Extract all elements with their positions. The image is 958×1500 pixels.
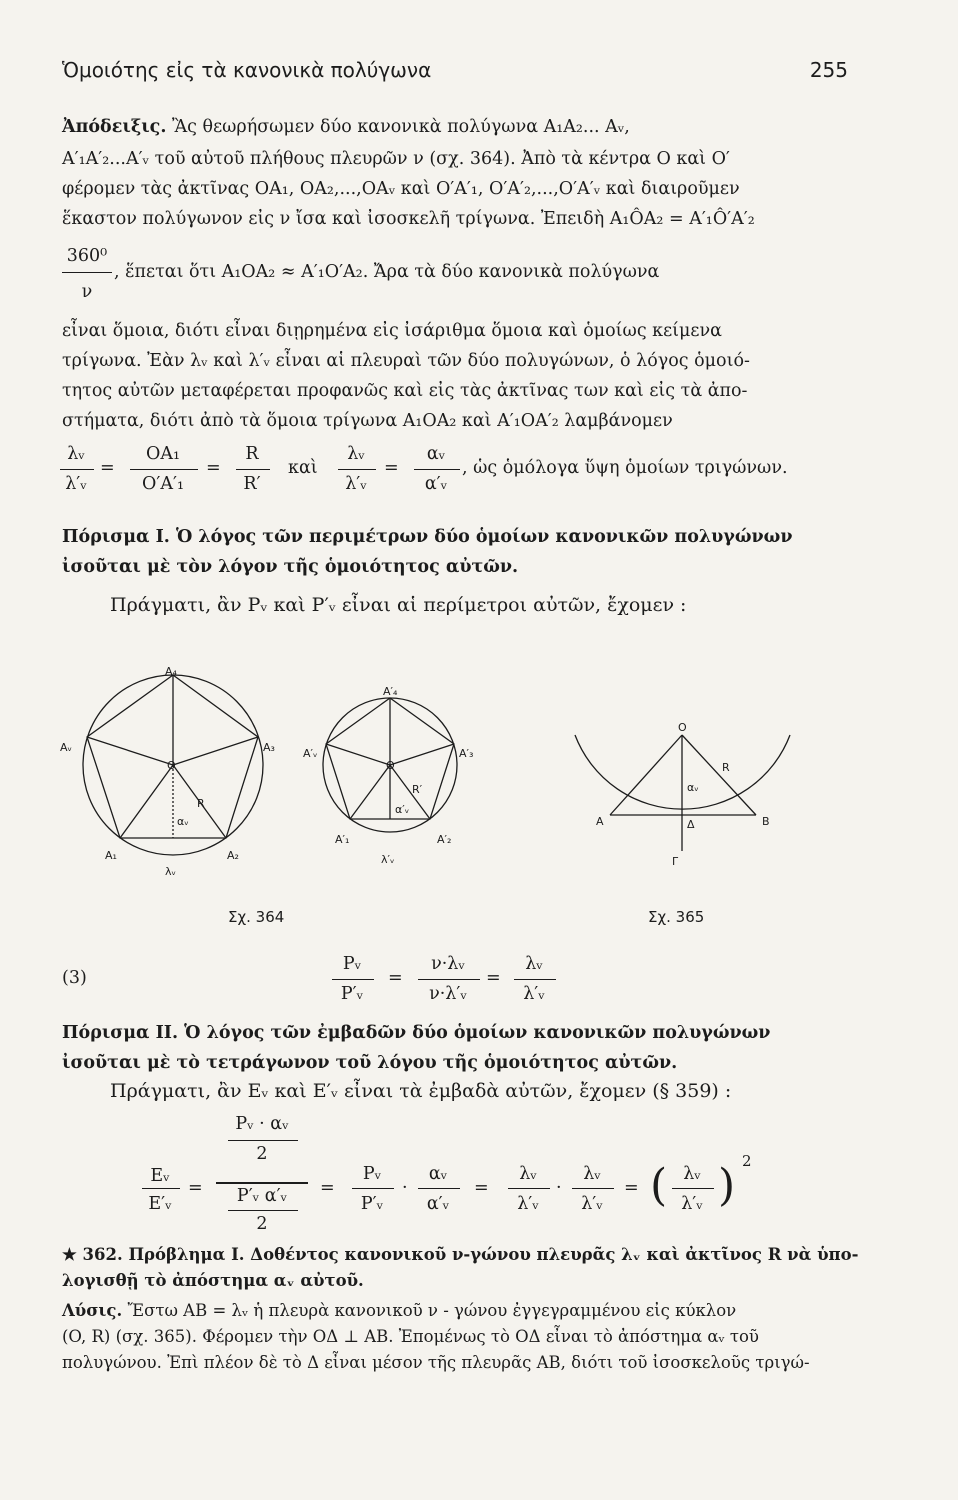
eq4-equals-2: = — [320, 1178, 335, 1198]
label-o-365: O — [678, 721, 687, 734]
eq4-ev: Eᵥ — [150, 1166, 170, 1186]
eq3-den-2: ν·λ′ᵥ — [429, 984, 467, 1004]
eq-kai: καὶ — [288, 458, 318, 478]
eq4-ev-prime: E′ᵥ — [148, 1194, 172, 1214]
caption-365: Σχ. 365 — [648, 908, 705, 926]
eq4-bar-l3 — [672, 1188, 714, 1189]
proof-line-7: τρίγωνα. Ἐὰν λᵥ καὶ λ′ᵥ εἶναι αἱ πλευραὶ τῶν δύο πολυγώνων, ὁ λόγος ὁμοιό- — [62, 351, 750, 371]
label-delta-365: Δ — [687, 818, 695, 831]
label-gamma-365: Γ — [672, 855, 679, 868]
label-av-prime: A′ᵥ — [303, 747, 318, 760]
eq3-equals-1: = — [388, 968, 403, 988]
eq4-pd: P′ᵥ — [360, 1194, 384, 1214]
porisma-1-line-2: ἰσοῦται μὲ τὸν λόγον τῆς ὁμοιότητος αὐτῶν. — [62, 557, 519, 577]
porisma-2-line-2: ἰσοῦται μὲ τὸ τετράγωνον τοῦ λόγου τῆς ὁμοιότητος αὐτῶν. — [62, 1053, 678, 1073]
label-a1: A₁ — [105, 849, 117, 862]
eq3-label: (3) — [62, 968, 87, 988]
eq3-num-1: Pᵥ — [342, 954, 362, 974]
label-a1-prime: A′₁ — [335, 833, 350, 846]
eq4-ld3: λ′ᵥ — [681, 1194, 703, 1214]
label-lv-left: λᵥ — [165, 865, 177, 878]
label-av-left: αᵥ — [177, 815, 189, 828]
eq3-den-3: λ′ᵥ — [523, 984, 545, 1004]
eq-bar-5 — [414, 469, 460, 470]
solution-text: Ἔστω AB = λᵥ ἡ πλευρὰ κανονικοῦ ν - γώνου ἐγγεγραμμένου εἰς κύκλον — [122, 1301, 737, 1320]
eq4-bar-p — [352, 1188, 394, 1189]
porisma-1-line-1: Πόρισμα I. Ὁ λόγος τῶν περιμέτρων δύο ὁμοίων κανονικῶν πολυγώνων — [62, 527, 793, 547]
solution-heading: Λύσις. — [62, 1301, 123, 1320]
proof-line-1 — [62, 116, 848, 138]
eq-bar-1 — [60, 469, 94, 470]
eq4-pn: Pᵥ — [362, 1164, 382, 1184]
proof-heading: Ἀπόδειξις. — [62, 117, 167, 137]
eq4-bar-top — [228, 1140, 298, 1141]
eq4-bar-l2 — [572, 1188, 614, 1189]
eq4-bar-big — [216, 1182, 308, 1184]
solution-line-3: πολυγώνου. Ἐπὶ πλέον δὲ τὸ Δ εἶναι μέσον τῆς πλευρᾶς AB, διότι τοῦ ἰσοσκελοῦς τριγώ- — [62, 1353, 810, 1372]
eq-bar-4 — [338, 469, 376, 470]
page-number: 255 — [809, 58, 848, 82]
eq3-den-1: P′ᵥ — [340, 984, 364, 1004]
figure-364 — [55, 665, 555, 890]
fraction-bar — [62, 272, 112, 273]
eq4-ld2: λ′ᵥ — [581, 1194, 603, 1214]
eq3-num-2: ν·λᵥ — [431, 954, 465, 974]
eq3-num-3: λᵥ — [525, 954, 543, 974]
eq4-equals-3: = — [474, 1178, 489, 1198]
eq4-dot-2: · — [556, 1178, 562, 1198]
label-a4-prime: A′₄ — [383, 685, 398, 698]
label-a3-prime: A′₃ — [459, 747, 474, 760]
eq4-bar-a — [418, 1188, 460, 1189]
proof-line-5: , ἕπεται ὅτι A₁OA₂ ≈ A′₁O′A₂. Ἄρα τὰ δύο κανονικὰ πολύγωνα — [114, 262, 660, 282]
eq4-ln1: λᵥ — [519, 1164, 537, 1184]
label-b-365: B — [762, 815, 770, 828]
solution-line-2: (O, R) (σχ. 365). Φέρομεν τὴν OΔ ⊥ AB. Ἐπομένως τὸ OΔ εἶναι τὸ ἀπόστημα αᵥ τοῦ — [62, 1327, 759, 1346]
eq4-ad: α′ᵥ — [426, 1194, 450, 1214]
eq4-equals-4: = — [624, 1178, 639, 1198]
eq4-bar-l1 — [508, 1188, 550, 1189]
label-a2-prime: A′₂ — [437, 833, 452, 846]
porisma-2-line-1: Πόρισμα II. Ὁ λόγος τῶν ἐμβαδῶν δύο ὁμοίων κανονικῶν πολυγώνων — [62, 1023, 771, 1043]
eq-equals-3: = — [384, 458, 399, 478]
eq-num-2: OA₁ — [145, 444, 180, 464]
label-lv-right: λ′ᵥ — [381, 853, 395, 866]
proof-line-4: ἕκαστον πολύγωνον εἰς ν ἴσα καὶ ἰσοσκελῆ τρίγωνα. Ἐπειδὴ A₁ÔA₂ = A′₁Ô′A′₂ — [62, 209, 755, 229]
eq3-bar-2 — [418, 979, 480, 980]
eq-num-4: λᵥ — [347, 444, 365, 464]
eq4-two-top: 2 — [256, 1144, 268, 1164]
eq4-equals-1: = — [188, 1178, 203, 1198]
proof-line-2: A′₁A′₂...A′ᵥ τοῦ αὐτοῦ πλήθους πλευρῶν ν (σχ. 364). Ἀπὸ τὰ κέντρα O καὶ O′ — [62, 149, 730, 169]
proof-line-6: εἶναι ὅμοια, διότι εἶναι διῃρημένα εἰς ἰσάριθμα ὅμοια καὶ ὁμοίως κείμενα — [62, 321, 722, 341]
eq4-ln3: λᵥ — [683, 1164, 701, 1184]
caption-364: Σχ. 364 — [228, 908, 285, 926]
eq3-bar-3 — [514, 979, 556, 980]
eq4-ln2: λᵥ — [583, 1164, 601, 1184]
fraction-360-denominator: ν — [81, 282, 93, 302]
solution-line-1 — [62, 1300, 848, 1322]
label-a4: A₄ — [165, 665, 177, 678]
eq4-bottom: P′ᵥ α′ᵥ — [236, 1186, 288, 1206]
figure-365 — [560, 715, 810, 875]
eq4-ld1: λ′ᵥ — [517, 1194, 539, 1214]
eq-den-4: λ′ᵥ — [345, 474, 367, 494]
eq4-paren-left: ( — [650, 1160, 668, 1211]
label-r-left: R — [197, 797, 205, 810]
label-a3: A₃ — [263, 741, 275, 754]
label-o-left: O — [167, 759, 176, 772]
proof-line-3: φέρομεν τὰς ἀκτῖνας OA₁, OA₂,...,OAᵥ καὶ O′A′₁, O′A′₂,...,O′A′ᵥ καὶ διαιροῦμεν — [62, 179, 740, 199]
eq-den-1: λ′ᵥ — [65, 474, 87, 494]
eq4-bar-bottom — [228, 1210, 298, 1211]
label-r-365: R — [722, 761, 730, 774]
label-r-right: R′ — [412, 783, 423, 796]
eq4-two-bottom: 2 — [256, 1214, 268, 1234]
eq4-an: αᵥ — [428, 1164, 448, 1184]
eq-num-1: λᵥ — [67, 444, 85, 464]
eq-den-2: O′A′₁ — [142, 474, 184, 494]
eq4-top: Pᵥ · αᵥ — [235, 1114, 289, 1134]
eq-den-5: α′ᵥ — [424, 474, 448, 494]
eq-bar-3 — [236, 469, 270, 470]
porisma-1-line-3: Πράγματι, ἂν Pᵥ καὶ P′ᵥ εἶναι αἱ περίμετροι αὐτῶν, ἔχομεν : — [110, 594, 687, 616]
eq-bar-2 — [130, 469, 198, 470]
eq-equals-2: = — [206, 458, 221, 478]
eq-num-3: R — [245, 444, 259, 464]
label-av-365: αᵥ — [687, 781, 699, 794]
label-av-right: α′ᵥ — [395, 803, 410, 816]
eq-den-3: R′ — [243, 474, 261, 494]
label-o-right: O — [386, 759, 395, 772]
eq4-paren-right: ) — [718, 1160, 736, 1211]
eq3-equals-2: = — [486, 968, 501, 988]
eq4-exponent: 2 — [742, 1152, 752, 1170]
fraction-360-numerator: 360⁰ — [66, 246, 108, 266]
eq3-bar-1 — [332, 979, 374, 980]
running-title: Ὁμοιότης εἰς τὰ κανονικὰ πολύγωνα — [62, 58, 432, 82]
eq4-bar-main — [142, 1188, 180, 1189]
label-av: Aᵥ — [60, 741, 73, 754]
eq4-dot-1: · — [402, 1178, 408, 1198]
eq-equals-1: = — [100, 458, 115, 478]
proof-line-9: στήματα, διότι ἀπὸ τὰ ὅμοια τρίγωνα A₁OA₂ καὶ A′₁OA′₂ λαμβάνομεν — [62, 411, 673, 431]
problem-362-line-2: λογισθῇ τὸ ἀπόστημα αᵥ αὐτοῦ. — [62, 1271, 364, 1290]
proof-line-8: τητος αὐτῶν μεταφέρεται προφανῶς καὶ εἰς τὰς ἀκτῖνας των καὶ εἰς τὰ ἀπο- — [62, 381, 748, 401]
page-header — [62, 58, 848, 88]
eq-tail: , ὡς ὁμόλογα ὕψη ὁμοίων τριγώνων. — [462, 458, 788, 478]
eq-num-5: αᵥ — [426, 444, 446, 464]
problem-362-line-1: ★ 362. Πρόβλημα I. Δοθέντος κανονικοῦ ν-γώνου πλευρᾶς λᵥ καὶ ἀκτῖνος R νὰ ὑπο- — [62, 1245, 859, 1264]
porisma-2-line-3: Πράγματι, ἂν Eᵥ καὶ E′ᵥ εἶναι τὰ ἐμβαδὰ αὐτῶν, ἔχομεν (§ 359) : — [110, 1080, 732, 1102]
label-a-365: A — [596, 815, 604, 828]
proof-text: Ἂς θεωρήσωμεν δύο κανονικὰ πολύγωνα A₁A₂... Aᵥ, — [166, 117, 630, 137]
label-a2: A₂ — [227, 849, 239, 862]
